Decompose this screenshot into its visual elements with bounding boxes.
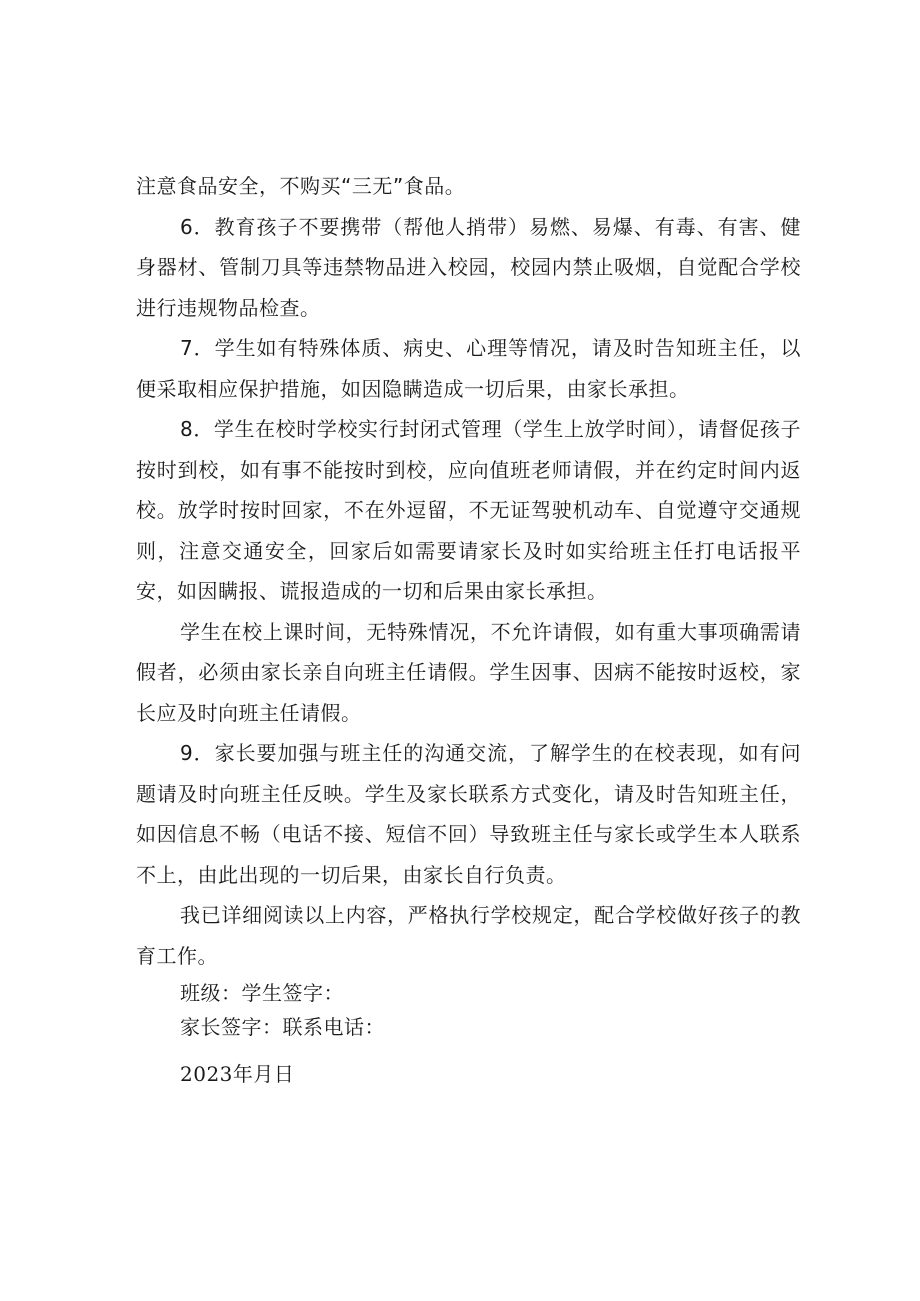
paragraph-food-safety: 注意食品安全，不购买“三无”食品。: [136, 174, 466, 198]
document-body: [136, 166, 801, 1094]
paragraph-item-9: 9．家长要加强与班主任的沟通交流，了解学生的在校表现，如有问题请及时向班主任反映。学生及家长联系方式变化，请及时告知班主任，如因信息不畅（电话不接、短信不回）导致班主任与家长或学生本人联系不上，由此出现的一切后果，由家长自行负责。: [136, 741, 801, 887]
signature-block: [136, 976, 801, 1094]
parent-signature-phone-line: 家长签字：联系电话：: [180, 1015, 385, 1039]
paragraph-leave-policy: 学生在校上课时间，无特殊情况，不允许请假，如有重大事项确需请假者，必须由家长亲自向班主任请假。学生因事、因病不能按时返校，家长应及时向班主任请假。: [136, 619, 801, 725]
paragraph-acknowledgement: 我已详细阅读以上内容，严格执行学校规定，配合学校做好孩子的教育工作。: [136, 903, 801, 968]
date-line: 2023年月日: [180, 1062, 295, 1086]
paragraph-item-6: 6．教育孩子不要携带（帮他人捎带）易燃、易爆、有毒、有害、健身器材、管制刀具等违禁物品进入校园，校园内禁止吸烟，自觉配合学校进行违规物品检查。: [136, 214, 801, 320]
paragraph-item-8: 8．学生在校时学校实行封闭式管理（学生上放学时间），请督促孩子按时到校，如有事不能按时到校，应向值班老师请假，并在约定时间内返校。放学时按时回家，不在外逗留，不无证驾驶机动车、自觉遵守交通规则，注意交通安全，回家后如需要请家长及时如实给班主任打电话报平安，如因瞒报、谎报造成的一切和后果由家长承担。: [136, 417, 801, 603]
paragraph-item-7: 7．学生如有特殊体质、病史、心理等情况，请及时告知班主任，以便采取相应保护措施，如因隐瞒造成一切后果，由家长承担。: [136, 336, 801, 401]
class-student-signature-line: 班级：学生签字：: [180, 981, 344, 1005]
